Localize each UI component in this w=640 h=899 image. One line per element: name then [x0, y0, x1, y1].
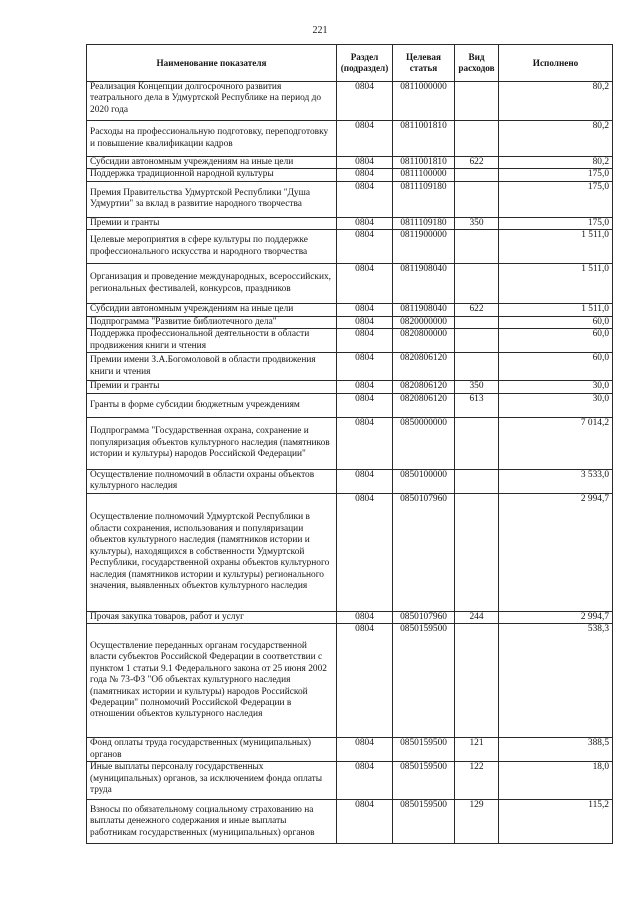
table-row — [87, 611, 613, 623]
row-target-cell: 0850107960 — [393, 493, 455, 611]
row-name-cell: Подпрограмма "Государственная охрана, сохранение и популяризация объектов культурного наследия (памятников истории и культуры) народов Российской Федерации" — [87, 417, 337, 469]
row-section-cell: 0804 — [337, 181, 393, 217]
row-section-cell: 0804 — [337, 353, 393, 381]
table-row — [87, 762, 613, 800]
row-name-cell: Поддержка профессиональной деятельности в области продвижения книги и чтения — [87, 329, 337, 353]
column-header-type: Вид расходов — [455, 45, 499, 82]
row-section-cell: 0804 — [337, 230, 393, 264]
row-amount-cell: 1 511,0 — [499, 304, 613, 316]
row-name-cell: Субсидии автономным учреждениям на иные цели — [87, 157, 337, 169]
table-body — [87, 82, 613, 844]
column-header-amount: Исполнено — [499, 45, 613, 82]
row-amount-cell: 30,0 — [499, 381, 613, 393]
table-row — [87, 469, 613, 493]
table-row — [87, 230, 613, 264]
column-header-name: Наименование показателя — [87, 45, 337, 82]
row-type-cell: 350 — [455, 381, 499, 393]
row-type-cell: 622 — [455, 304, 499, 316]
row-name-cell: Осуществление полномочий в области охраны объектов культурного наследия — [87, 469, 337, 493]
row-target-cell: 0850000000 — [393, 417, 455, 469]
row-target-cell: 0850159500 — [393, 624, 455, 738]
row-amount-cell: 175,0 — [499, 169, 613, 181]
table-row — [87, 316, 613, 328]
row-section-cell: 0804 — [337, 217, 393, 229]
table-row — [87, 381, 613, 393]
row-type-cell — [455, 121, 499, 157]
row-name-cell: Реализация Концепции долгосрочного развития театрального дела в Удмуртской Республике на период до 2020 года — [87, 82, 337, 121]
table-row — [87, 169, 613, 181]
table-row — [87, 329, 613, 353]
row-name-cell: Целевые мероприятия в сфере культуры по поддержке профессионального искусства и народного творчества — [87, 230, 337, 264]
row-target-cell: 0850159500 — [393, 762, 455, 800]
row-section-cell: 0804 — [337, 611, 393, 623]
row-type-cell — [455, 230, 499, 264]
table-row — [87, 157, 613, 169]
row-name-cell: Организация и проведение международных, всероссийских, региональных фестивалей, конкурсов, праздников — [87, 264, 337, 304]
page-number: 221 — [312, 25, 328, 36]
row-target-cell: 0820800000 — [393, 329, 455, 353]
row-amount-cell: 60,0 — [499, 329, 613, 353]
row-section-cell: 0804 — [337, 738, 393, 762]
row-target-cell: 0850159500 — [393, 800, 455, 844]
row-target-cell: 0820806120 — [393, 393, 455, 417]
column-header-section: Раздел (подраздел) — [337, 45, 393, 82]
table-row — [87, 800, 613, 844]
row-type-cell — [455, 82, 499, 121]
column-header-target: Целевая статья — [393, 45, 455, 82]
row-name-cell: Премия Правительства Удмуртской Республики "Душа Удмуртии" за вклад в развитие народного творчества — [87, 181, 337, 217]
row-section-cell: 0804 — [337, 762, 393, 800]
row-amount-cell: 80,2 — [499, 157, 613, 169]
row-target-cell: 0820000000 — [393, 316, 455, 328]
row-amount-cell: 30,0 — [499, 393, 613, 417]
row-section-cell: 0804 — [337, 393, 393, 417]
row-target-cell: 0811908040 — [393, 264, 455, 304]
row-type-cell — [455, 264, 499, 304]
row-amount-cell: 2 994,7 — [499, 611, 613, 623]
row-type-cell: 613 — [455, 393, 499, 417]
row-name-cell: Премии и гранты — [87, 217, 337, 229]
table-row — [87, 738, 613, 762]
row-section-cell: 0804 — [337, 329, 393, 353]
table-row — [87, 181, 613, 217]
table-row — [87, 82, 613, 121]
row-type-cell — [455, 493, 499, 611]
row-amount-cell: 60,0 — [499, 353, 613, 381]
table-header-row — [87, 45, 613, 82]
row-name-cell: Премии и гранты — [87, 381, 337, 393]
row-section-cell: 0804 — [337, 82, 393, 121]
row-target-cell: 0811900000 — [393, 230, 455, 264]
row-target-cell: 0811109180 — [393, 181, 455, 217]
table-row — [87, 217, 613, 229]
row-type-cell — [455, 316, 499, 328]
table-row — [87, 417, 613, 469]
row-amount-cell: 1 511,0 — [499, 264, 613, 304]
row-amount-cell: 115,2 — [499, 800, 613, 844]
row-target-cell: 0820806120 — [393, 381, 455, 393]
row-section-cell: 0804 — [337, 800, 393, 844]
budget-table — [86, 44, 613, 844]
row-name-cell: Иные выплаты персоналу государственных (муниципальных) органов, за исключением фонда оплаты труда — [87, 762, 337, 800]
row-target-cell: 0850100000 — [393, 469, 455, 493]
row-name-cell: Осуществление полномочий Удмуртской Республики в области сохранения, использования и популяризации объектов культурного наследия (памятников истории и культуры), находящихся в собственности Удмуртской Республики, государственной охраны объектов культурного наследия (памятников истории и культуры) регионального значения, выявленных объектов культурного наследия — [87, 493, 337, 611]
row-amount-cell: 80,2 — [499, 121, 613, 157]
table-row — [87, 624, 613, 738]
row-section-cell: 0804 — [337, 121, 393, 157]
row-amount-cell: 388,5 — [499, 738, 613, 762]
row-type-cell: 121 — [455, 738, 499, 762]
row-name-cell: Прочая закупка товаров, работ и услуг — [87, 611, 337, 623]
row-target-cell: 0850107960 — [393, 611, 455, 623]
row-type-cell: 244 — [455, 611, 499, 623]
table-row — [87, 493, 613, 611]
row-type-cell: 129 — [455, 800, 499, 844]
row-type-cell — [455, 469, 499, 493]
row-amount-cell: 2 994,7 — [499, 493, 613, 611]
row-type-cell — [455, 417, 499, 469]
row-type-cell: 122 — [455, 762, 499, 800]
row-amount-cell: 538,3 — [499, 624, 613, 738]
row-type-cell — [455, 353, 499, 381]
row-section-cell: 0804 — [337, 316, 393, 328]
row-amount-cell: 3 533,0 — [499, 469, 613, 493]
row-amount-cell: 175,0 — [499, 217, 613, 229]
row-target-cell: 0811000000 — [393, 82, 455, 121]
row-amount-cell: 60,0 — [499, 316, 613, 328]
row-name-cell: Фонд оплаты труда государственных (муниципальных) органов — [87, 738, 337, 762]
table-row — [87, 121, 613, 157]
row-name-cell: Взносы по обязательному социальному страхованию на выплаты денежного содержания и иные выплаты работникам государственных (муниципальных) органов — [87, 800, 337, 844]
row-section-cell: 0804 — [337, 417, 393, 469]
row-target-cell: 0811001810 — [393, 121, 455, 157]
table-row — [87, 304, 613, 316]
row-amount-cell: 80,2 — [499, 82, 613, 121]
row-name-cell: Расходы на профессиональную подготовку, переподготовку и повышение квалификации кадров — [87, 121, 337, 157]
row-name-cell: Гранты в форме субсидии бюджетным учреждениям — [87, 393, 337, 417]
row-target-cell: 0811001810 — [393, 157, 455, 169]
row-amount-cell: 7 014,2 — [499, 417, 613, 469]
row-section-cell: 0804 — [337, 493, 393, 611]
row-type-cell: 350 — [455, 217, 499, 229]
row-type-cell — [455, 169, 499, 181]
row-section-cell: 0804 — [337, 304, 393, 316]
row-section-cell: 0804 — [337, 469, 393, 493]
row-section-cell: 0804 — [337, 624, 393, 738]
row-type-cell — [455, 624, 499, 738]
row-name-cell: Субсидии автономным учреждениям на иные цели — [87, 304, 337, 316]
row-type-cell — [455, 329, 499, 353]
row-section-cell: 0804 — [337, 381, 393, 393]
row-section-cell: 0804 — [337, 169, 393, 181]
row-name-cell: Поддержка традиционной народной культуры — [87, 169, 337, 181]
row-section-cell: 0804 — [337, 264, 393, 304]
row-target-cell: 0811908040 — [393, 304, 455, 316]
row-name-cell: Подпрограмма "Развитие библиотечного дела" — [87, 316, 337, 328]
row-name-cell: Премии имени З.А.Богомоловой в области продвижения книги и чтения — [87, 353, 337, 381]
row-target-cell: 0811109180 — [393, 217, 455, 229]
table-row — [87, 393, 613, 417]
row-amount-cell: 175,0 — [499, 181, 613, 217]
row-target-cell: 0811100000 — [393, 169, 455, 181]
table-row — [87, 264, 613, 304]
row-name-cell: Осуществление переданных органам государственной власти субъектов Российской Федерации в соответствии с пунктом 1 статьи 9.1 Федерального закона от 25 июня 2002 года № 73-ФЗ "Об объектах культурного наследия (памятниках истории и культуры) народов Российской Федерации" полномочий Российской Федерации в отношении объектов культурного наследия — [87, 624, 337, 738]
row-target-cell: 0850159500 — [393, 738, 455, 762]
row-type-cell — [455, 181, 499, 217]
row-amount-cell: 18,0 — [499, 762, 613, 800]
table-row — [87, 353, 613, 381]
row-type-cell: 622 — [455, 157, 499, 169]
row-amount-cell: 1 511,0 — [499, 230, 613, 264]
row-target-cell: 0820806120 — [393, 353, 455, 381]
row-section-cell: 0804 — [337, 157, 393, 169]
